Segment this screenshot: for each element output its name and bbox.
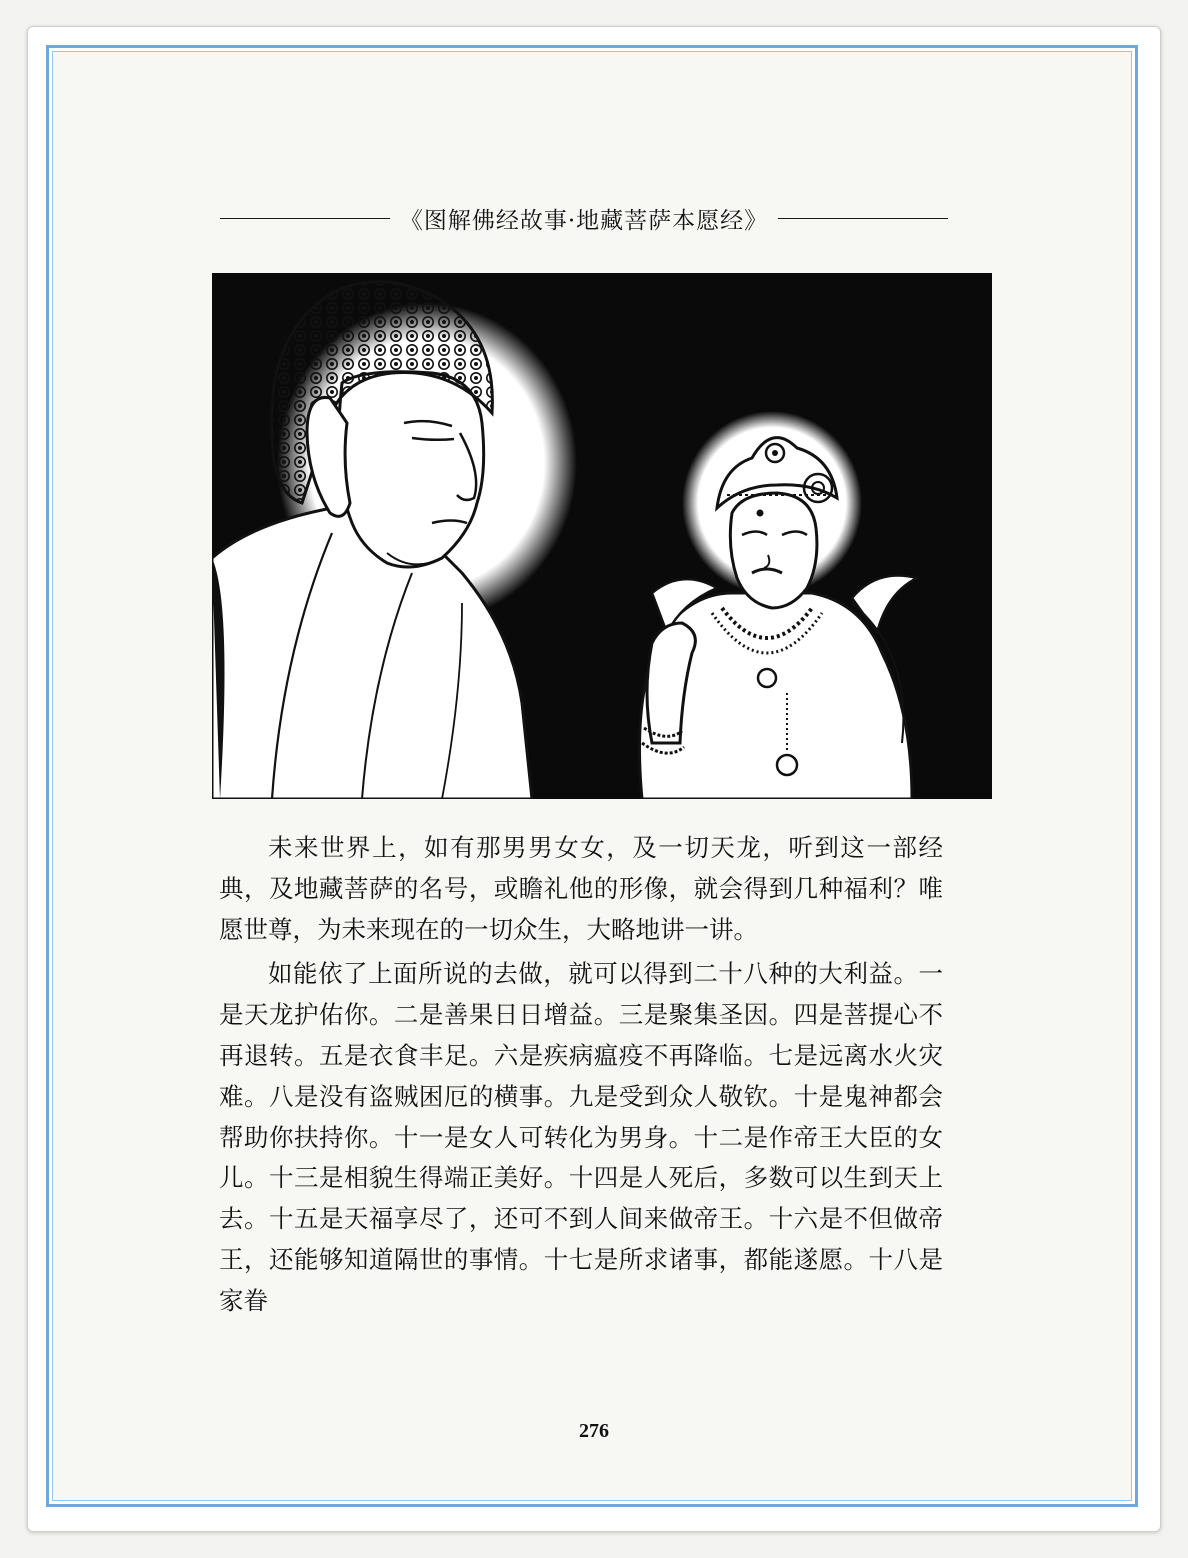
header-rule-right bbox=[778, 218, 948, 219]
running-header bbox=[220, 200, 948, 236]
buddha-face bbox=[339, 372, 484, 567]
book-title: 《图解佛经故事·地藏菩萨本愿经》 bbox=[399, 207, 769, 234]
paragraph-1: 未来世界上，如有那男男女女，及一切天龙，听到这一部经典，及地藏菩萨的名号，或瞻礼他的形像，就会得到几种福利？唯愿世尊，为未来现在的一切众生，大略地讲一讲。 bbox=[219, 833, 943, 944]
header-rule-left bbox=[220, 218, 390, 219]
buddha-and-bodhisattva-woodcut-illustration bbox=[212, 273, 992, 799]
bodhisattva-face bbox=[730, 493, 817, 608]
page-number: 276 bbox=[579, 1420, 609, 1442]
paragraph-2: 如能依了上面所说的去做，就可以得到二十八种的大利益。一是天龙护佑你。二是善果日日增益。三是聚集圣因。四是菩提心不再退转。五是衣食丰足。六是疾病瘟疫不再降临。七是远离水火灾难。八是没有盗贼困厄的横事。九是受到众人敬钦。十是鬼神都会帮助你扶持你。十一是女人可转化为男身。十二是作帝王大臣的女儿。十三是相貌生得端正美好。十四是人死后，多数可以生到天上去。十五是天福享尽了，还可不到人间来做帝王。十六是不但做帝王，还能够知道隔世的事情。十七是所求诸事，都能遂愿。十八是家眷 bbox=[219, 959, 943, 1315]
body-text bbox=[219, 828, 943, 1326]
